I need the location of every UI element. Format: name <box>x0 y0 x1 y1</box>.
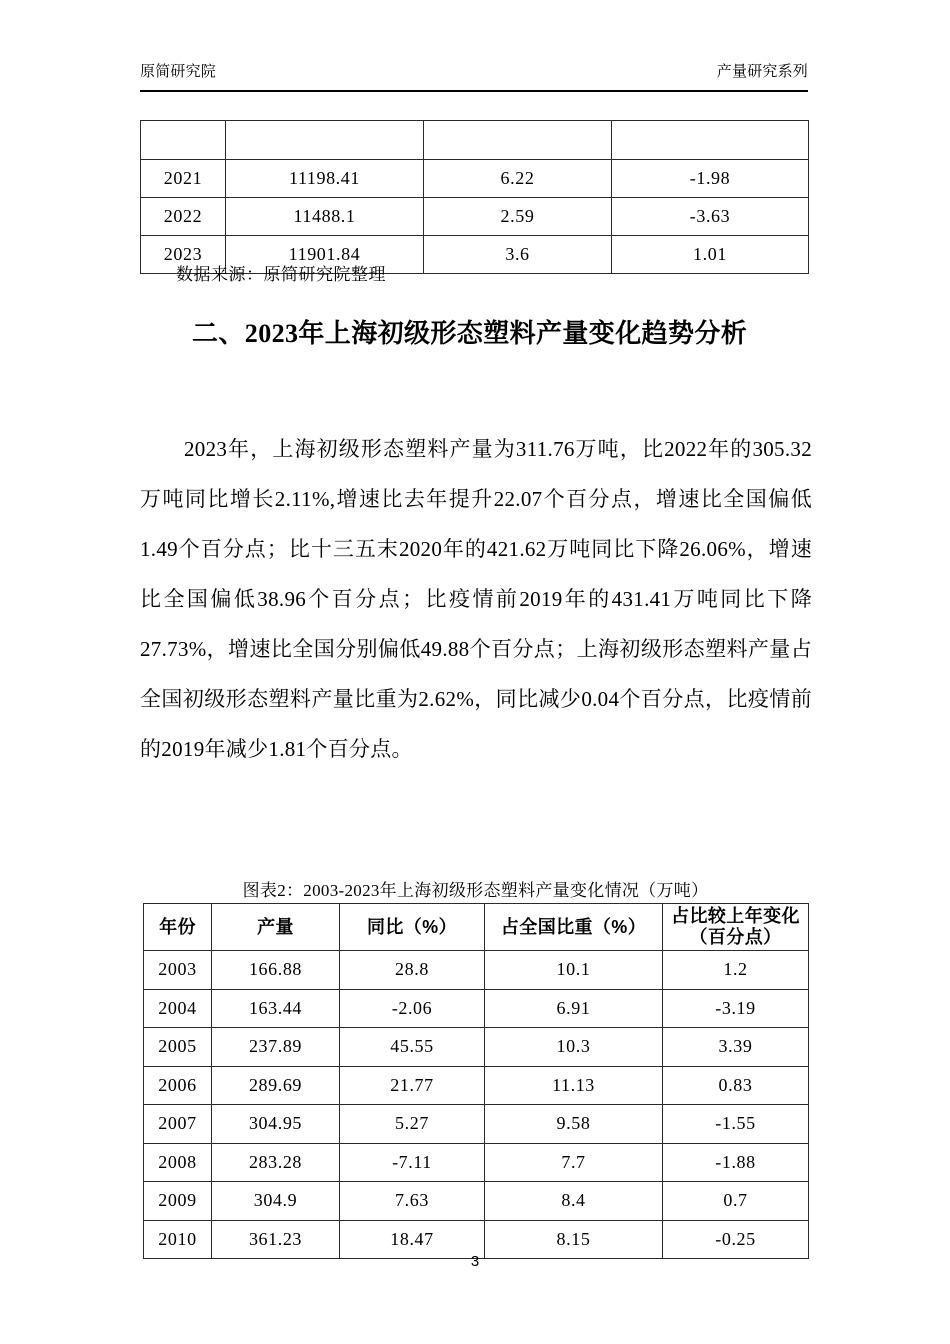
section-heading: 二、2023年上海初级形态塑料产量变化趋势分析 <box>192 319 748 348</box>
column-header-yoy: 同比（%） <box>340 904 485 951</box>
table-one-body <box>141 121 809 274</box>
table-cell <box>141 121 226 160</box>
table-cell-share-change: 0.83 <box>663 1066 809 1105</box>
table-cell-national-share: 7.7 <box>485 1143 663 1182</box>
table-cell-national-share: 11.13 <box>485 1066 663 1105</box>
table-cell <box>226 121 424 160</box>
header-right-label: 产量研究系列 <box>716 63 808 80</box>
table-cell-yoy: 21.77 <box>340 1066 485 1105</box>
running-header <box>140 62 808 82</box>
table-cell-yoy: 28.8 <box>340 951 485 990</box>
table-cell-share-change: -1.55 <box>663 1105 809 1144</box>
table-cell <box>612 121 809 160</box>
column-header-share-change-line1: 占比较上年变化 <box>671 906 800 926</box>
table-one-source-note: 数据来源：原简研究院整理 <box>176 265 386 284</box>
column-header-national-share: 占全国比重（%） <box>485 904 663 951</box>
table-cell-share-change: 1.2 <box>663 951 809 990</box>
table-cell-share-change: -3.19 <box>663 989 809 1028</box>
table-cell-output: 289.69 <box>212 1066 340 1105</box>
table-cell-year: 2021 <box>141 160 226 198</box>
table-cell-output: 163.44 <box>212 989 340 1028</box>
table-cell-yoy: 6.22 <box>424 160 612 198</box>
table-cell-year: 2010 <box>144 1220 212 1259</box>
header-left-label: 原简研究院 <box>140 63 217 80</box>
table-row <box>141 121 809 160</box>
table-row <box>144 989 809 1028</box>
table-row <box>144 1143 809 1182</box>
table-cell-national-share: 10.3 <box>485 1028 663 1067</box>
table-two-body <box>144 951 809 1259</box>
table-cell-year: 2005 <box>144 1028 212 1067</box>
table-cell-national-share: 9.58 <box>485 1105 663 1144</box>
table-two-container <box>143 903 808 1259</box>
table-cell-year: 2008 <box>144 1143 212 1182</box>
table-cell-output: 283.28 <box>212 1143 340 1182</box>
table-cell-change: -1.98 <box>612 160 809 198</box>
table-cell-output: 237.89 <box>212 1028 340 1067</box>
table-cell-year: 2023 <box>141 236 226 274</box>
table-cell-year: 2006 <box>144 1066 212 1105</box>
table-cell-year: 2007 <box>144 1105 212 1144</box>
table-cell-national-share: 8.4 <box>485 1182 663 1221</box>
table-cell-year: 2022 <box>141 198 226 236</box>
table-cell-national-share: 6.91 <box>485 989 663 1028</box>
shanghai-production-table <box>143 903 809 1259</box>
table-row <box>141 160 809 198</box>
table-cell-change: 1.01 <box>612 236 809 274</box>
header-divider-rule <box>140 90 808 92</box>
table-cell-output: 166.88 <box>212 951 340 990</box>
table-cell-output: 304.9 <box>212 1182 340 1221</box>
column-header-output: 产量 <box>212 904 340 951</box>
column-header-year: 年份 <box>144 904 212 951</box>
table-cell-output: 361.23 <box>212 1220 340 1259</box>
column-header-share-change-line2: （百分点） <box>689 927 782 947</box>
table-cell-share-change: 0.7 <box>663 1182 809 1221</box>
table-cell-yoy: 45.55 <box>340 1028 485 1067</box>
table-cell-share-change: -0.25 <box>663 1220 809 1259</box>
table-cell-yoy: 7.63 <box>340 1182 485 1221</box>
table-cell-share-change: -1.88 <box>663 1143 809 1182</box>
table-row <box>144 1028 809 1067</box>
table-cell <box>424 121 612 160</box>
table-row <box>144 951 809 990</box>
table-cell-yoy: 5.27 <box>340 1105 485 1144</box>
table-cell-yoy: -7.11 <box>340 1143 485 1182</box>
table-cell-yoy: 3.6 <box>424 236 612 274</box>
table-row <box>144 1105 809 1144</box>
table-two-header <box>144 904 809 951</box>
table-cell-yoy: -2.06 <box>340 989 485 1028</box>
table-row <box>141 198 809 236</box>
table-cell-year: 2009 <box>144 1182 212 1221</box>
table-cell-national-share: 10.1 <box>485 951 663 990</box>
table-cell-year: 2003 <box>144 951 212 990</box>
table-cell-change: -3.63 <box>612 198 809 236</box>
table-cell-output: 11488.1 <box>226 198 424 236</box>
table-one-container <box>140 120 808 274</box>
table-cell-output: 11901.84 <box>226 236 424 274</box>
table-cell-output: 11198.41 <box>226 160 424 198</box>
table-row <box>144 1182 809 1221</box>
table-cell-national-share: 8.15 <box>485 1220 663 1259</box>
page-number: 3 <box>470 1253 480 1270</box>
table-two-caption: 图表2：2003-2023年上海初级形态塑料产量变化情况（万吨） <box>242 881 709 900</box>
table-cell-yoy: 2.59 <box>424 198 612 236</box>
table-cell-year: 2004 <box>144 989 212 1028</box>
table-cell-output: 304.95 <box>212 1105 340 1144</box>
table-row <box>144 1066 809 1105</box>
production-table-continued <box>140 120 809 274</box>
table-header-row <box>144 904 809 951</box>
section-body-paragraph: 2023年，上海初级形态塑料产量为311.76万吨，比2022年的305.32万吨同比增长2.11%,增速比去年提升22.07个百分点，增速比全国偏低1.49个百分点；比十三五末2020年的421.62万吨同比下降26.06%，增速比全国偏低38.96个百分点；比疫情前2019年的431.41万吨同比下降27.73%，增速比全国分别偏低49.88个百分点；上海初级形态塑料产量占全国初级形态塑料产量比重为2.62%，同比减少0.04个百分点，比疫情前的2019年减少1.81个百分点。 <box>140 437 812 761</box>
column-header-share-change <box>663 904 809 951</box>
table-cell-share-change: 3.39 <box>663 1028 809 1067</box>
table-cell-yoy: 18.47 <box>340 1220 485 1259</box>
